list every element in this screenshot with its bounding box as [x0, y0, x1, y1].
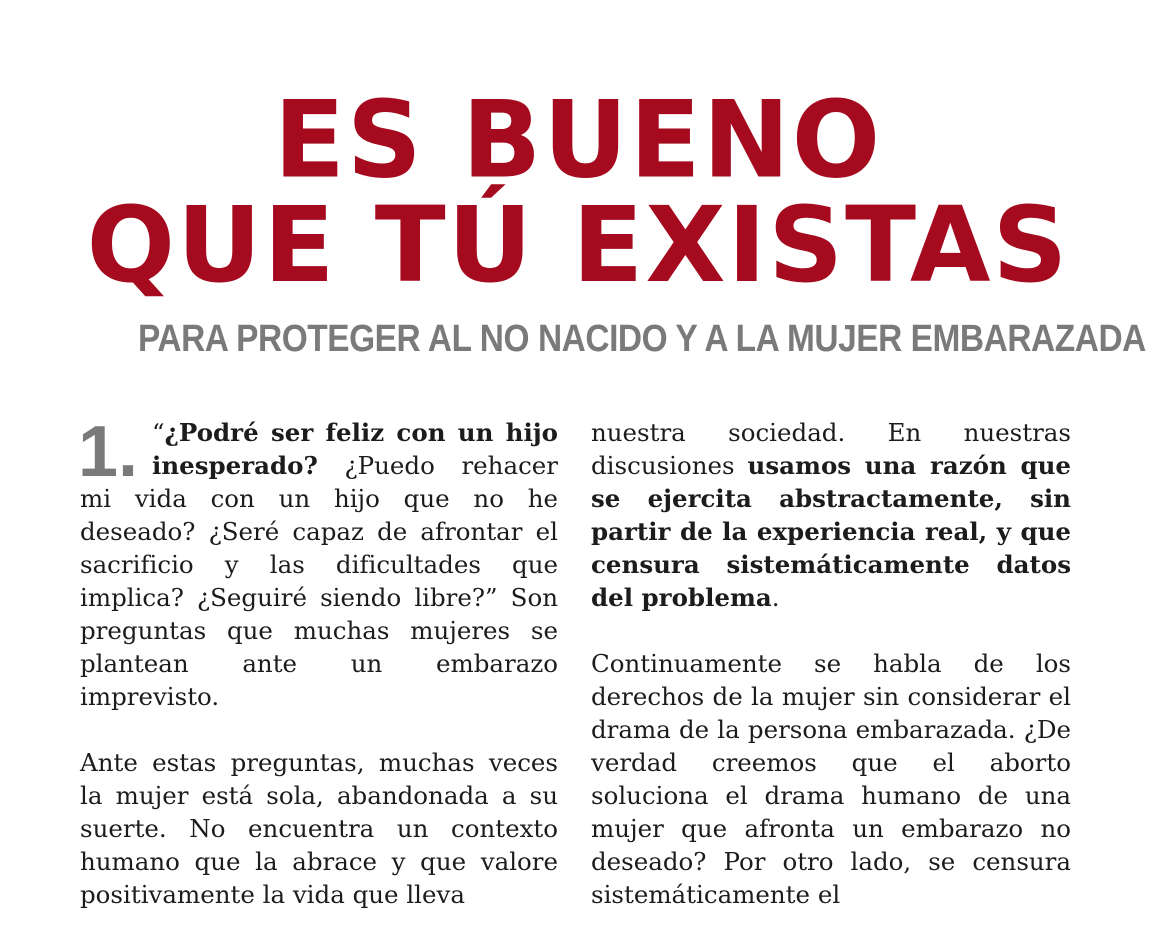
- left-paragraph-1-rest: ¿Puedo rehacer mi vida con un hijo que no he deseado? ¿Seré capaz de afrontar el sacrificio y las dificultades que implica? ¿Seguiré siendo libre?” Son preguntas que muchas mujeres se plantean ante un embarazo imprevisto.: [80, 451, 558, 711]
- section-number: 1.: [78, 412, 139, 492]
- right-paragraph-1-bold: usamos una razón que se ejercita abstractamente, sin partir de la experiencia real, y que censura sistemáticamente datos del problema: [591, 451, 1072, 612]
- right-paragraph-1-start: nuestra sociedad. En nuestras discusiones: [591, 418, 1071, 480]
- right-paragraph-1: [591, 416, 1071, 614]
- right-paragraph-2: Continuamente se habla de los derechos de la mujer sin considerar el drama de la persona embarazada. ¿De verdad creemos que el aborto soluciona el drama humano de una mujer que afronta un embarazo no deseado? Por otro lado, se censura sistemáticamente el: [591, 649, 1071, 909]
- right-column: [591, 416, 1071, 944]
- headline-line-1: ES BUENO: [273, 77, 883, 203]
- right-paragraph-1-end: .: [771, 583, 780, 612]
- headline-line-2: QUE TÚ EXISTAS: [86, 184, 1070, 306]
- left-paragraph-1-bold: ¿Podré ser feliz con un hijo inesperado?: [152, 418, 558, 480]
- subheadline: PARA PROTEGER AL NO NACIDO Y A LA MUJER EMBARAZADA: [138, 318, 1146, 360]
- left-paragraph-2: Ante estas preguntas, muchas veces la mujer está sola, abandonada a su suerte. No encuentra un contexto humano que la abrace y que valore positivamente la vida que lleva: [80, 748, 558, 909]
- left-paragraph-1: [78, 412, 558, 713]
- left-column: [78, 412, 558, 944]
- open-quote: “: [152, 418, 165, 447]
